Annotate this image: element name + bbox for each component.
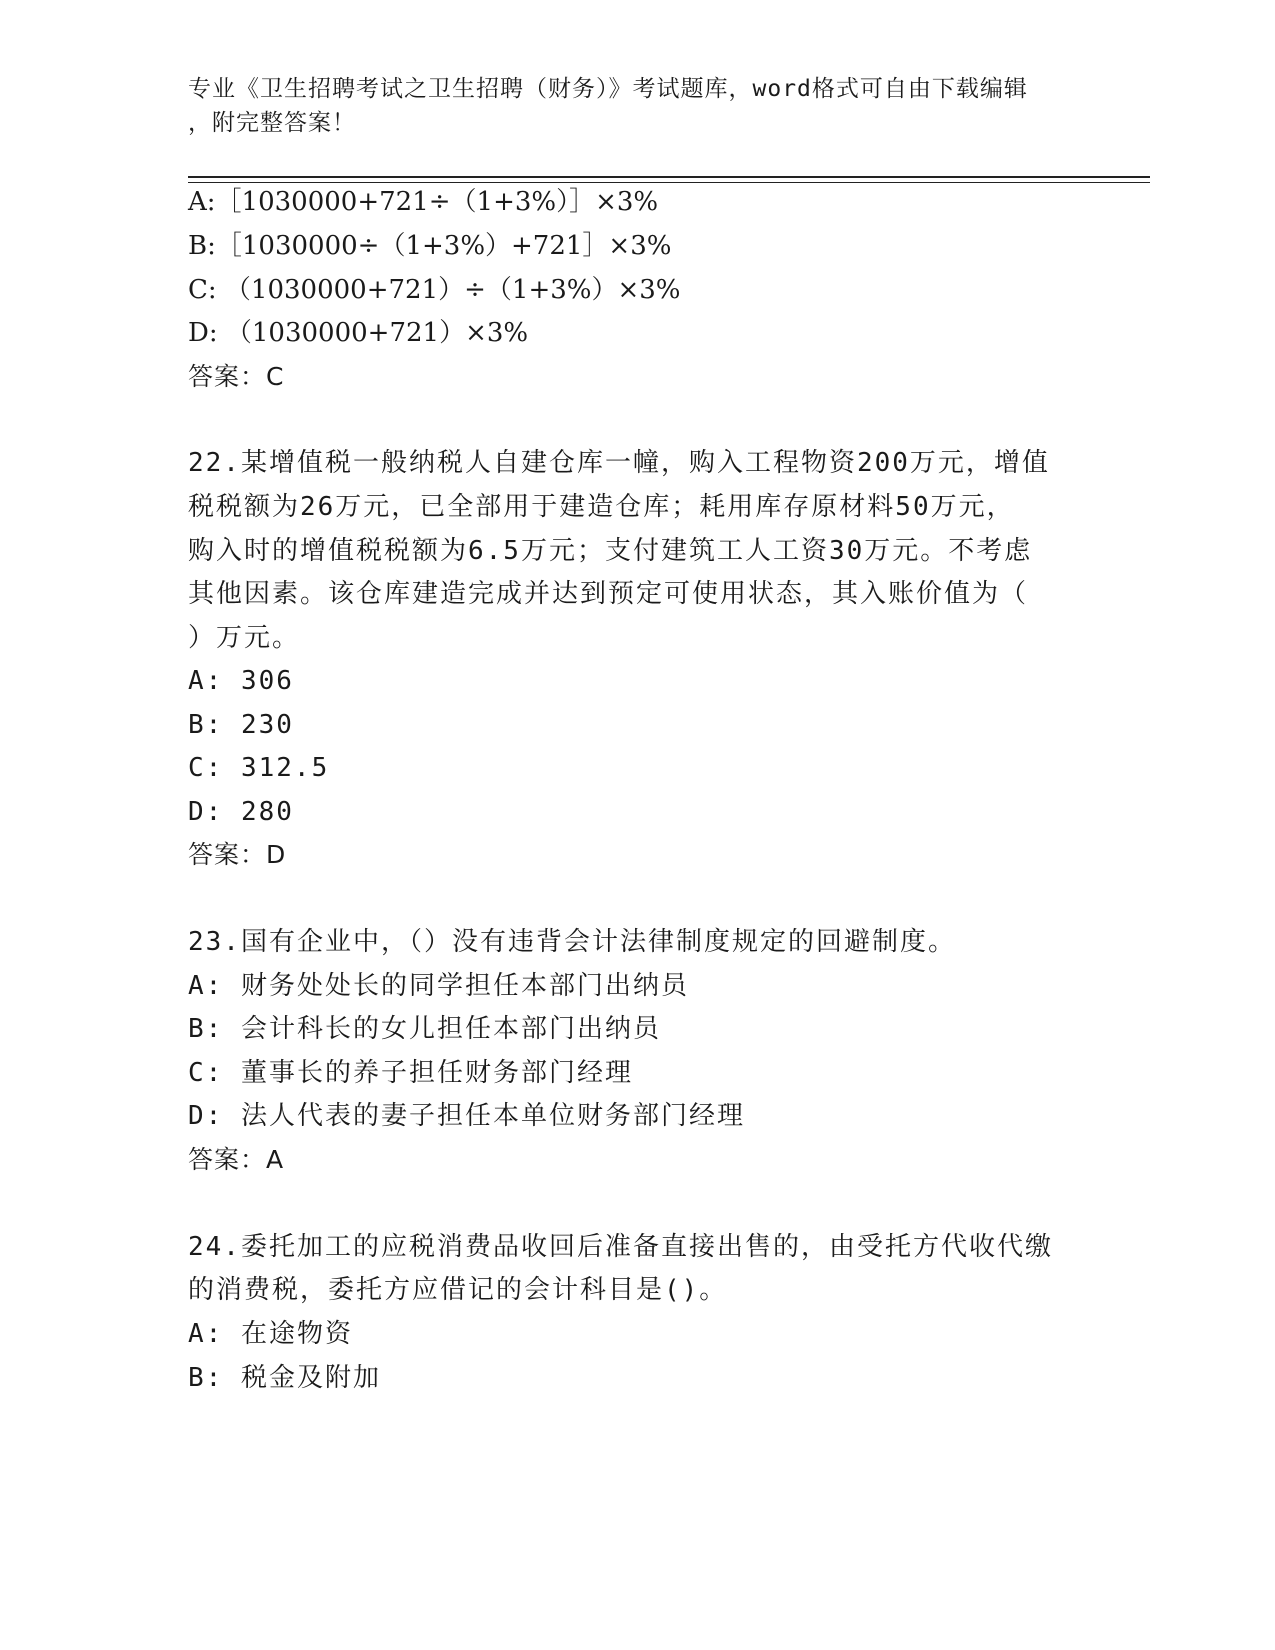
q22-option-b: B: 230 — [188, 710, 294, 740]
header-divider-thin — [188, 182, 1150, 183]
q23-answer: 答案：A — [188, 1145, 285, 1174]
q23-stem-line-1: 23.国有企业中，（）没有违背会计法律制度规定的回避制度。 — [188, 927, 956, 957]
q22-stem-line-2: 税税额为26万元，已全部用于建造仓库；耗用库存原材料50万元， — [188, 492, 1015, 522]
q23-option-a: A: 财务处处长的同学担任本部门出纳员 — [188, 971, 689, 1001]
header-line-2: ，附完整答案！ — [188, 110, 356, 136]
q22-option-a: A: 306 — [188, 666, 294, 696]
q22-answer: 答案：D — [188, 840, 287, 869]
q21-option-b: B:［1030000÷（1+3%）+721］×3% — [188, 231, 672, 261]
q23-option-c: C: 董事长的养子担任财务部门经理 — [188, 1058, 633, 1088]
q22-stem-line-1: 22.某增值税一般纳税人自建仓库一幢，购入工程物资200万元，增值 — [188, 448, 1050, 478]
header-divider-thick — [188, 176, 1150, 178]
q24-option-a: A: 在途物资 — [188, 1319, 353, 1349]
q21-answer: 答案：C — [188, 362, 285, 391]
q24-stem-line-2: 的消费税，委托方应借记的会计科目是()。 — [188, 1275, 728, 1305]
q22-stem-line-5: ）万元。 — [188, 623, 301, 653]
q22-stem-line-4: 其他因素。该仓库建造完成并达到预定可使用状态，其入账价值为（ — [188, 579, 1029, 609]
q22-option-d: D: 280 — [188, 797, 294, 827]
header-line-1: 专业《卫生招聘考试之卫生招聘（财务）》考试题库，word格式可自由下载编辑 — [188, 76, 1028, 102]
q24-option-b: B: 税金及附加 — [188, 1363, 381, 1393]
q24-stem-line-1: 24.委托加工的应税消费品收回后准备直接出售的，由受托方代收代缴 — [188, 1232, 1053, 1262]
q22-stem-line-3: 购入时的增值税税额为6.5万元；支付建筑工人工资30万元。不考虑 — [188, 536, 1033, 566]
q21-option-d: D: （1030000+721）×3% — [188, 318, 529, 348]
q21-option-a: A:［1030000+721÷（1+3%）］×3% — [188, 187, 659, 217]
q23-option-d: D: 法人代表的妻子担任本单位财务部门经理 — [188, 1101, 745, 1131]
document-header — [188, 72, 1088, 140]
q22-option-c: C: 312.5 — [188, 753, 330, 783]
q23-option-b: B: 会计科长的女儿担任本部门出纳员 — [188, 1014, 661, 1044]
q21-option-c: C: （1030000+721）÷（1+3%）×3% — [188, 275, 681, 305]
